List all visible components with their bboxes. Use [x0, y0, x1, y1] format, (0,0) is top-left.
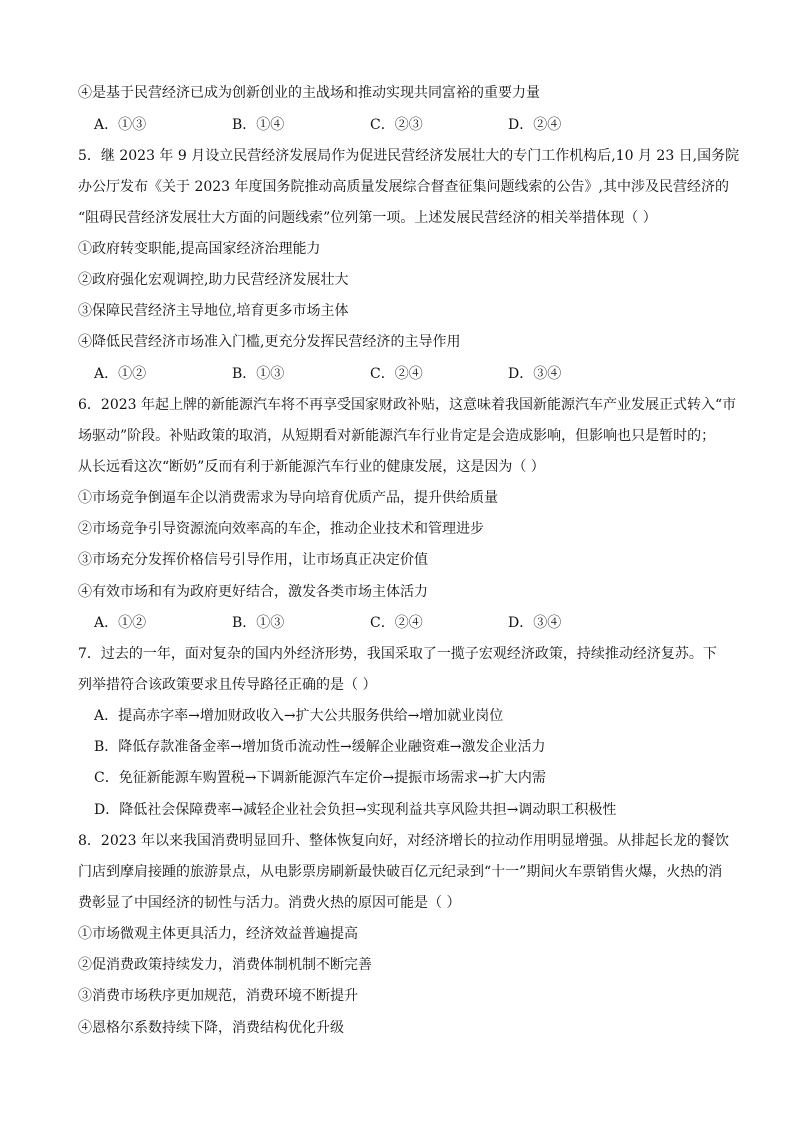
- option-c: C．②③: [370, 117, 423, 133]
- q8-stem-line-1: 8．2023 年以来我国消费明显回升、整体恢复向好，对经济增长的拉动作用明显增强。从排起长龙的餐饮: [78, 833, 729, 849]
- q6-stem-line-3: 从长远看这次“断奶”反而有利于新能源汽车行业的健康发展，这是因为（ ）: [78, 459, 545, 475]
- q8-item-4: ④恩格尔系数持续下降，消费结构优化升级: [78, 1020, 344, 1036]
- q8-item-2: ②促消费政策持续发力，消费体制机制不断完善: [78, 957, 372, 973]
- option-a: A．①③: [94, 117, 147, 133]
- q7-stem-line-1: 7．过去的一年，面对复杂的国内外经济形势，我国采取了一揽子宏观经济政策，持续推动经济复苏。下: [78, 646, 717, 662]
- option-d: D．③④: [508, 615, 562, 631]
- q6-stem-line-1: 6．2023 年起上牌的新能源汽车将不再享受国家财政补贴，这意味着我国新能源汽车产业发展正式转入“市: [78, 397, 737, 413]
- q6-item-3: ③市场充分发挥价格信号引导作用，让市场真正决定价值: [78, 552, 428, 568]
- q7-stem-line-2: 列举措符合该政策要求且传导路径正确的是（ ）: [78, 677, 377, 693]
- option-b: B．①④: [232, 117, 285, 133]
- q6-item-4: ④有效市场和有为政府更好结合，激发各类市场主体活力: [78, 584, 428, 600]
- option-b: B．①③: [232, 366, 285, 382]
- q5-stem-line-1: 5．继 2023 年 9 月设立民营经济发展局作为促进民营经济发展壮大的专门工作机构后,10 月 23 日,国务院: [78, 148, 740, 164]
- q5-item-1: ①政府转变职能,提高国家经济治理能力: [78, 241, 321, 257]
- q8-stem-line-3: 费彰显了中国经济的韧性与活力。消费火热的原因可能是（ ）: [78, 895, 461, 911]
- q7-choice-b: B．降低存款准备金率→增加货币流动性→缓解企业融资难→激发企业活力: [94, 739, 546, 755]
- q5-options: [94, 364, 646, 384]
- option-b: B．①③: [232, 615, 285, 631]
- option-d: D．③④: [508, 366, 562, 382]
- q8-item-3: ③消费市场秩序更加规范，消费环境不断提升: [78, 988, 358, 1004]
- q5-item-3: ③保障民营经济主导地位,培育更多市场主体: [78, 303, 349, 319]
- option-a: A．①②: [94, 366, 147, 382]
- q7-choice-d: D．降低社会保障费率→减轻企业社会负担→实现利益共享风险共担→调动职工积极性: [94, 802, 617, 818]
- option-c: C．②④: [370, 366, 423, 382]
- q5-stem-line-3: “阻碍民营经济发展壮大方面的问题线索”位列第一项。上述发展民营经济的相关举措体现（ ）: [78, 210, 657, 226]
- q8-stem-line-2: 门店到摩肩接踵的旅游景点，从电影票房刷新最快破百亿元纪录到“十一”期间火车票销售火爆，火热的消: [78, 864, 723, 880]
- q6-item-1: ①市场竞争倒逼车企以消费需求为导向培育优质产品，提升供给质量: [78, 490, 498, 506]
- q7-choice-a: A．提高赤字率→增加财政收入→扩大公共服务供给→增加就业岗位: [94, 708, 504, 724]
- q8-item-1: ①市场微观主体更具活力，经济效益普遍提高: [78, 926, 358, 942]
- q5-item-4: ④降低民营经济市场准入门槛,更充分发挥民营经济的主导作用: [78, 334, 461, 350]
- top-item-4: ④是基于民营经济已成为创新创业的主战场和推动实现共同富裕的重要力量: [78, 85, 540, 101]
- q6-stem-line-2: 场驱动”阶段。补贴政策的取消，从短期看对新能源汽车行业肯定是会造成影响，但影响也只是暂时的；: [78, 428, 716, 444]
- q5-item-2: ②政府强化宏观调控,助力民营经济发展壮大: [78, 272, 349, 288]
- q6-item-2: ②市场竞争引导资源流向效率高的车企，推动企业技术和管理进步: [78, 521, 484, 537]
- q6-options: [94, 613, 646, 633]
- top-options: [94, 115, 646, 135]
- option-d: D．②④: [508, 117, 562, 133]
- option-a: A．①②: [94, 615, 147, 631]
- q5-stem-line-2: 办公厅发布《关于 2023 年度国务院推动高质量发展综合督查征集问题线索的公告》,其中涉及民营经济的: [78, 179, 729, 195]
- option-c: C．②④: [370, 615, 423, 631]
- q7-choice-c: C．免征新能源车购置税→下调新能源汽车定价→提振市场需求→扩大内需: [94, 770, 546, 786]
